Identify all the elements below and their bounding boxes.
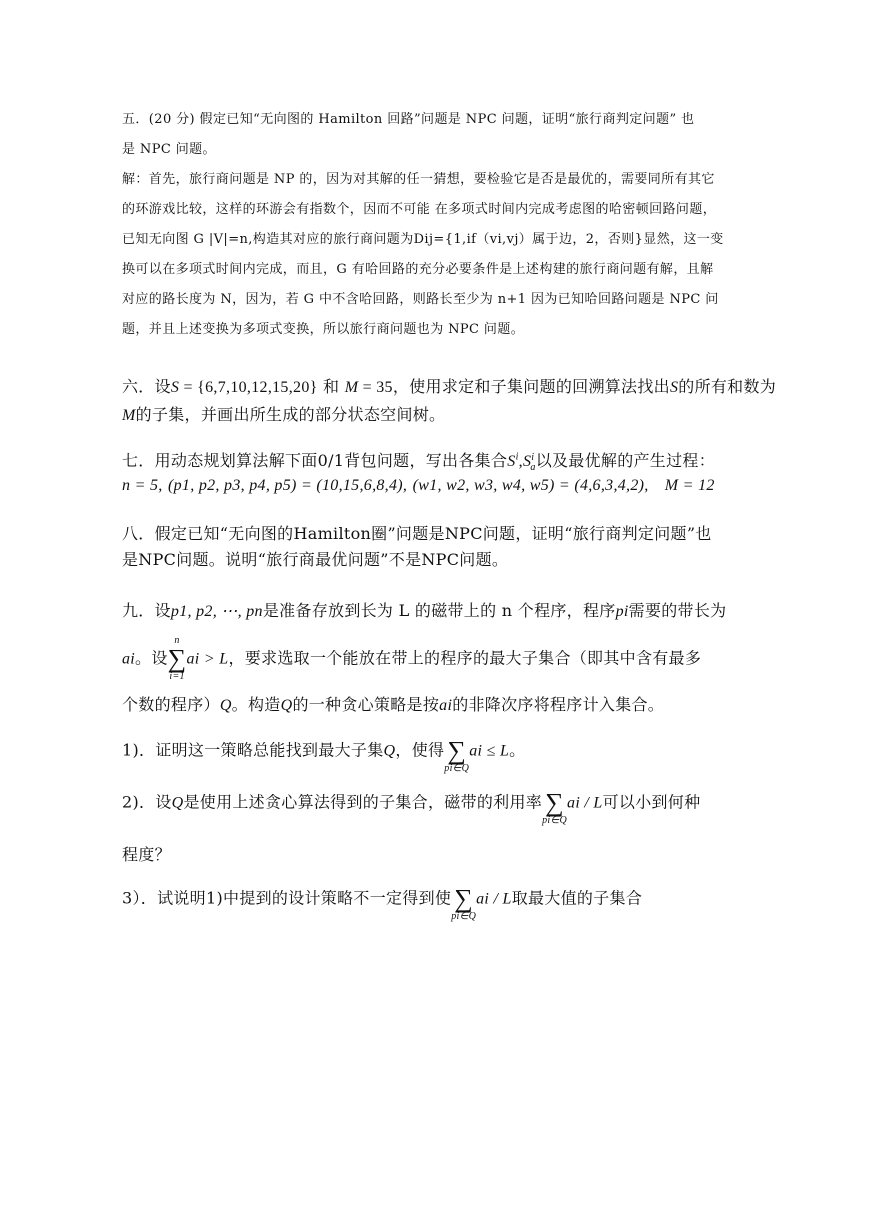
q5-solution-line-4: 换可以在多项式时间内完成，而且，G 有哈回路的充分必要条件是上述构建的旅行商问题有解，且解 [122, 262, 714, 277]
q9-line-1: 九．设p1, p2, ⋯, pn是准备存放到长为 L 的磁带上的 n 个程序，程序pi需要的带长为 [122, 601, 727, 620]
q5-line-2: 是 NPC 问题。 [122, 142, 216, 157]
summation-sign: ∑ pi∈Q [542, 788, 568, 826]
q9-part-2-line-2: 程度？ [122, 845, 171, 864]
q6-line-2: M的子集，并画出所生成的部分状态空间树。 [122, 405, 446, 424]
q5-line-1: 五．(20 分) 假定已知“无向图的 Hamilton 回路”问题是 NPC 问题，证明“旅行商判定问题” 也 [122, 112, 695, 127]
q5-solution-line-5: 对应的路长度为 N，因为，若 G 中不含哈回路，则路长至少为 n+1 因为已知哈回路问题是 NPC 问 [122, 292, 719, 307]
q9-part-1: 1)．证明这一策略总能找到最大子集Q，使得 ∑ pi∈Q ai ≤ L。 [122, 728, 525, 774]
summation-sign: ∑ pi∈Q [451, 884, 477, 922]
q9-line-2: ai。设 n ∑ i=1 ai > L，要求选取一个能放在带上的程序的最大子集合（即其中含有最多 [122, 635, 702, 682]
summation-sign: ∑ pi∈Q [444, 736, 470, 774]
q5-solution-line-2: 的环游戏比较，这样的环游会有指数个，因而不可能 在多项式时间内完成考虑图的哈密顿回路问题， [122, 202, 717, 217]
q5-solution-line-3: 已知无向图 G |V|=n,构造其对应的旅行商问题为Dij={1,if（vi,vj）属于边，2，否则}显然，这一变 [122, 232, 724, 247]
q5-solution-line-1: 解：首先，旅行商问题是 NP 的，因为对其解的任一猜想，要检验它是否是最优的，需要同所有其它 [122, 172, 715, 187]
summation-sign: n ∑ i=1 [167, 635, 187, 682]
q7-formula: n = 5, (p1, p2, p3, p4, p5) = (10,15,6,8,4), (w1, w2, w3, w4, w5) = (4,6,3,4,2), M = 12 [122, 477, 715, 494]
q7-line-1: 七．用动态规划算法解下面0/1背包问题，写出各集合$S^i,S^i_a$以及最优解的产生过程： [122, 451, 716, 474]
q8-line-1: 八．假定已知“无向图的Hamilton圈”问题是NPC问题，证明“旅行商判定问题”也 [122, 524, 712, 543]
q9-part-2: 2)．设Q是使用上述贪心算法得到的子集合，磁带的利用率 ∑ pi∈Q ai / L可以小到何种 [122, 780, 700, 826]
q9-part-3: 3）．试说明1)中提到的设计策略不一定得到使 ∑ pi∈Q ai / L取最大值的子集合 [122, 876, 642, 922]
q5-solution-line-6: 题，并且上述变换为多项式变换，所以旅行商问题也为 NPC 问题。 [122, 322, 525, 337]
q8-line-2: 是NPC问题。说明“旅行商最优问题”不是NPC问题。 [122, 550, 509, 569]
q9-line-3: 个数的程序）Q。构造Q的一种贪心策略是按ai的非降次序将程序计入集合。 [122, 695, 665, 714]
q6-line-1: 六．设S = {6,7,10,12,15,20} 和 M = 35，使用求定和子集问题的回溯算法找出S的所有和数为 [122, 377, 777, 396]
